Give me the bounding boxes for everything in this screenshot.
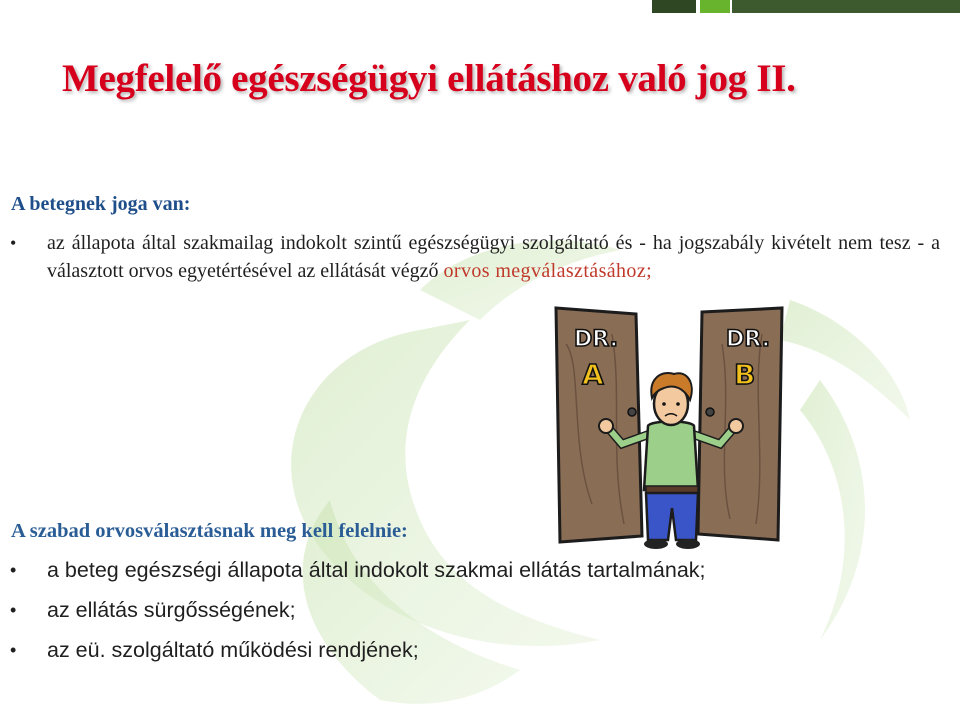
corner-bar-dark [732,0,960,13]
bullet-dot-icon: • [10,233,17,253]
bullet-text-highlight: orvos megválasztásához; [443,259,653,282]
slide-title: Megfelelő egészségügyi ellátáshoz való jog II. [62,57,796,100]
bullet-text-main: az állapota által szakmailag indokolt szintű egészségügyi szolgáltató és - ha jogszabály kivételt nem tesz - a választott orvos egyetértésével az ellátását végző [47,232,940,282]
door-left-label-top: DR. [574,327,618,352]
corner-bar-green [700,0,730,13]
bullet-text: az eü. szolgáltató működési rendjének; [47,638,419,662]
corner-bar-dark-small [652,0,696,13]
section-heading-free-choice: A szabad orvosválasztásnak meg kell felelnie: [11,520,408,542]
door-left-label-bottom: A [582,358,604,391]
bullet-dot-icon: • [10,640,17,660]
bullet-text [47,230,940,285]
bullet-text: a beteg egészségi állapota által indokolt szakmai ellátás tartalmának; [47,558,706,582]
bullet-dot-icon: • [10,600,17,620]
doctor-choice-cartoon-icon [552,304,790,552]
bullet-dot-icon: • [10,560,17,580]
section-heading-patient-rights: A betegnek joga van: [11,193,191,215]
door-right-label-bottom: B [734,358,756,391]
door-right-label-top: DR. [726,327,770,352]
bullet-text: az ellátás sürgősségének; [47,598,296,622]
